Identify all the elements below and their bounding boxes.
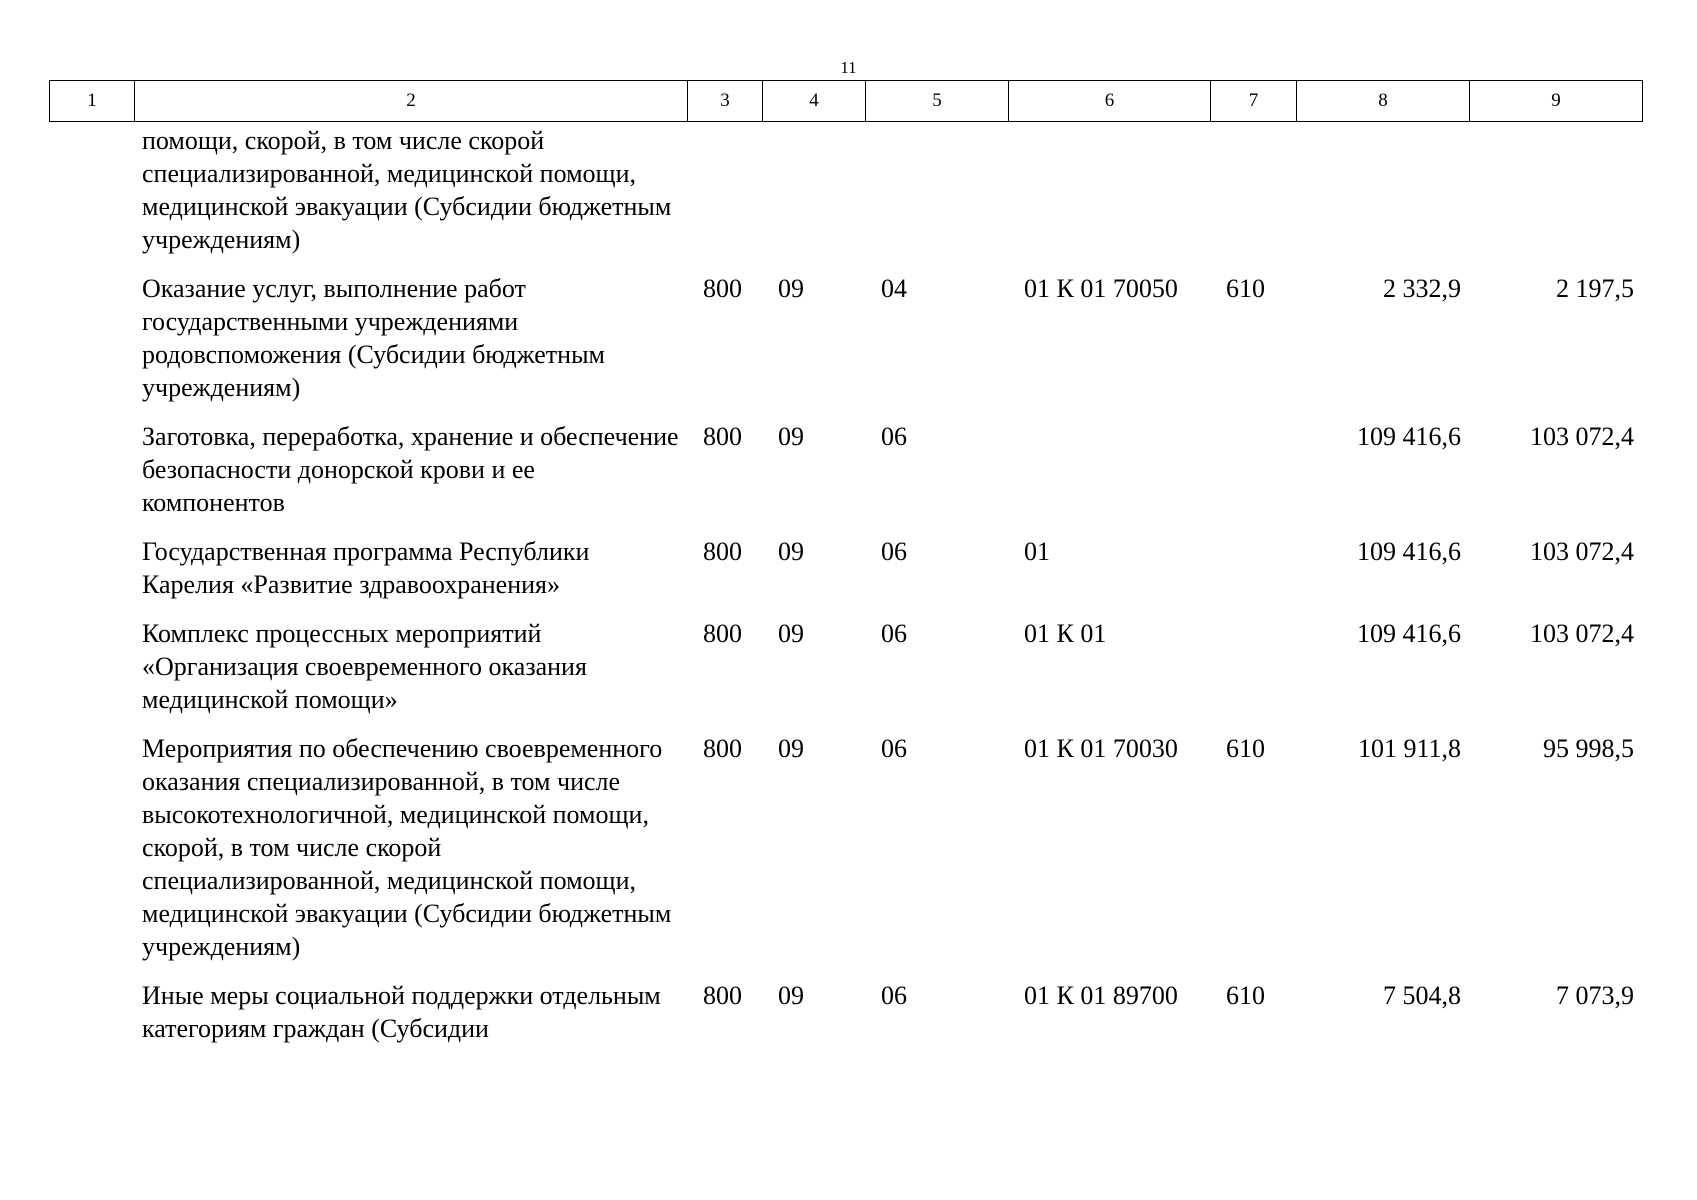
cell-target-article	[1008, 124, 1210, 272]
cell-section: 09	[778, 274, 804, 303]
cell-name: Мероприятия по обеспечению своевременного оказания специализированной, в том числе высокотехнологичной, медицинской помощи, скорой, в том числе скорой специализированной, медицинской помощи, медицинской эвакуации (Субсидии бюджетным учреждениям)	[142, 734, 672, 961]
page-number: 11	[840, 58, 857, 77]
header-col-5: 5	[866, 81, 1009, 122]
cell-name: Оказание услуг, выполнение работ государственными учреждениями родовспоможения (Субсидии бюджетным учреждениям)	[142, 274, 605, 402]
cell-amount-year-1: 109 416,6	[1357, 422, 1461, 451]
cell-amount-year-2	[1469, 124, 1642, 272]
cell-name: Заготовка, переработка, хранение и обеспечение безопасности донорской крови и ее компонентов	[142, 422, 679, 517]
cell-name: помощи, скорой, в том числе скорой специализированной, медицинской помощи, медицинской эвакуации (Субсидии бюджетным учреждениям)	[142, 126, 672, 254]
cell-section: 09	[778, 981, 804, 1010]
cell-amount-year-2: 2 197,5	[1556, 274, 1634, 303]
cell-amount-year-2: 103 072,4	[1530, 537, 1634, 566]
header-row	[50, 81, 1643, 122]
cell-amount-year-1: 2 332,9	[1383, 274, 1461, 303]
header-col-1: 1	[50, 81, 135, 122]
cell-amount-year-2: 103 072,4	[1530, 422, 1634, 451]
header-col-7: 7	[1211, 81, 1297, 122]
header-col-6: 6	[1009, 81, 1211, 122]
cell-name: Иные меры социальной поддержки отдельным категориям граждан (Субсидии	[142, 981, 661, 1043]
cell-amount-year-1: 109 416,6	[1357, 619, 1461, 648]
header-col-4: 4	[763, 81, 866, 122]
cell-col-1	[49, 272, 134, 420]
cell-name: Государственная программа Республики Карелия «Развитие здравоохранения»	[142, 537, 590, 599]
header-col-2: 2	[135, 81, 688, 122]
cell-target-article: 01	[1024, 537, 1050, 566]
cell-section: 09	[778, 734, 804, 763]
cell-subsection: 06	[881, 422, 907, 451]
header-col-9: 9	[1470, 81, 1643, 122]
table-row	[49, 272, 1642, 420]
cell-amount-year-1: 7 504,8	[1383, 981, 1461, 1010]
cell-target-article: 01 К 01 89700	[1024, 981, 1178, 1010]
cell-section: 09	[778, 537, 804, 566]
table-row	[49, 420, 1642, 535]
table-row	[49, 617, 1642, 732]
cell-name: Комплекс процессных мероприятий «Организация своевременного оказания медицинской помощи»	[142, 619, 587, 714]
cell-col-1	[49, 979, 134, 1061]
table-row	[49, 979, 1642, 1061]
cell-amount-year-1: 109 416,6	[1357, 537, 1461, 566]
column-number-header	[49, 80, 1643, 122]
cell-subsection: 06	[881, 734, 907, 763]
cell-expense-type	[1210, 617, 1296, 732]
cell-amount-year-2: 95 998,5	[1543, 734, 1634, 763]
cell-col-1	[49, 124, 134, 272]
cell-expense-type	[1210, 124, 1296, 272]
budget-table	[49, 124, 1642, 1061]
cell-target-article	[1008, 420, 1210, 535]
cell-subsection: 04	[881, 274, 907, 303]
cell-expense-type: 610	[1226, 274, 1265, 303]
table-row	[49, 732, 1642, 979]
cell-expense-type: 610	[1226, 981, 1265, 1010]
cell-section: 09	[778, 422, 804, 451]
cell-col-1	[49, 535, 134, 617]
cell-ministry: 800	[703, 422, 742, 451]
cell-ministry: 800	[703, 274, 742, 303]
cell-subsection: 06	[881, 537, 907, 566]
cell-target-article: 01 К 01 70030	[1024, 734, 1178, 763]
cell-col-1	[49, 420, 134, 535]
cell-col-1	[49, 617, 134, 732]
cell-ministry	[687, 124, 762, 272]
cell-ministry: 800	[703, 619, 742, 648]
cell-subsection	[865, 124, 1008, 272]
cell-ministry: 800	[703, 981, 742, 1010]
cell-ministry: 800	[703, 537, 742, 566]
cell-amount-year-2: 7 073,9	[1556, 981, 1634, 1010]
cell-amount-year-1	[1296, 124, 1469, 272]
cell-subsection: 06	[881, 981, 907, 1010]
cell-expense-type	[1210, 535, 1296, 617]
cell-target-article: 01 К 01 70050	[1024, 274, 1178, 303]
table-row	[49, 535, 1642, 617]
cell-col-1	[49, 732, 134, 979]
table-row	[49, 124, 1642, 272]
cell-target-article: 01 К 01	[1024, 619, 1107, 648]
cell-ministry: 800	[703, 734, 742, 763]
cell-amount-year-1: 101 911,8	[1357, 734, 1461, 763]
cell-expense-type	[1210, 420, 1296, 535]
header-col-3: 3	[688, 81, 763, 122]
header-col-8: 8	[1297, 81, 1470, 122]
cell-expense-type: 610	[1226, 734, 1265, 763]
cell-section: 09	[778, 619, 804, 648]
cell-amount-year-2: 103 072,4	[1530, 619, 1634, 648]
cell-subsection: 06	[881, 619, 907, 648]
cell-section	[762, 124, 865, 272]
